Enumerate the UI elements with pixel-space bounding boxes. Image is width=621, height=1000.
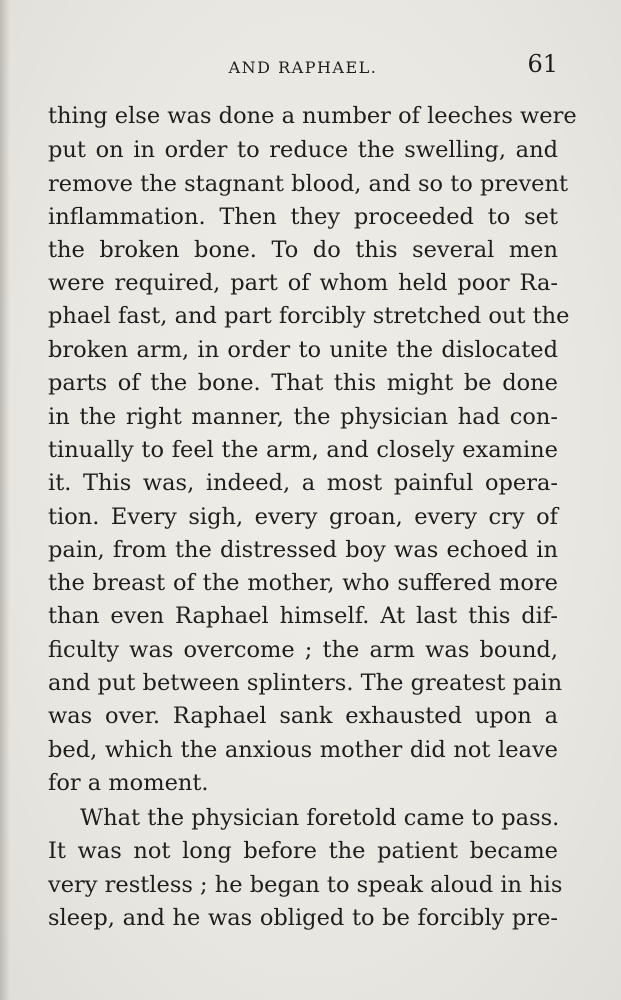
text-line: inflammation. Then they proceeded to set (48, 204, 558, 230)
text-line: parts of the bone. That this might be done (48, 370, 558, 396)
text-line: ficulty was overcome ; the arm was bound, (48, 637, 558, 663)
text-line: pain, from the distressed boy was echoed in (48, 537, 558, 563)
text-line: the breast of the mother, who suffered more (48, 570, 558, 596)
text-line: than even Raphael himself. At last this dif- (48, 603, 558, 629)
text-line: sleep, and he was obliged to be forcibly pre- (48, 905, 558, 931)
text-line: the broken bone. To do this several men (48, 237, 558, 263)
text-line: phael fast, and part forcibly stretched out the (48, 303, 570, 329)
text-line: thing else was done a number of leeches were (48, 103, 577, 129)
text-line: were required, part of whom held poor Ra- (48, 270, 558, 296)
text-line: put on in order to reduce the swelling, and (48, 137, 558, 163)
running-title: AND RAPHAEL. (228, 58, 378, 77)
text-line: It was not long before the patient became (48, 838, 558, 864)
text-line: bed, which the anxious mother did not leave (48, 737, 558, 763)
running-head (48, 50, 558, 80)
text-line: was over. Raphael sank exhausted upon a (48, 703, 558, 729)
text-line: tinually to feel the arm, and closely examine (48, 437, 558, 463)
text-line: for a moment. (48, 770, 209, 796)
page-gutter-shadow (0, 0, 10, 1000)
text-line: very restless ; he began to speak aloud in his (48, 872, 563, 898)
text-line: broken arm, in order to unite the dislocated (48, 337, 558, 363)
text-line: and put between splinters. The greatest pain (48, 670, 563, 696)
text-line: tion. Every sigh, every groan, every cry of (48, 504, 558, 530)
text-line: remove the stagnant blood, and so to prevent (48, 171, 569, 197)
page-number: 61 (527, 50, 558, 78)
text-line: in the right manner, the physician had con- (48, 404, 558, 430)
text-line: What the physician foretold came to pass. (80, 805, 560, 831)
text-line: it. This was, indeed, a most painful opera- (48, 470, 558, 496)
